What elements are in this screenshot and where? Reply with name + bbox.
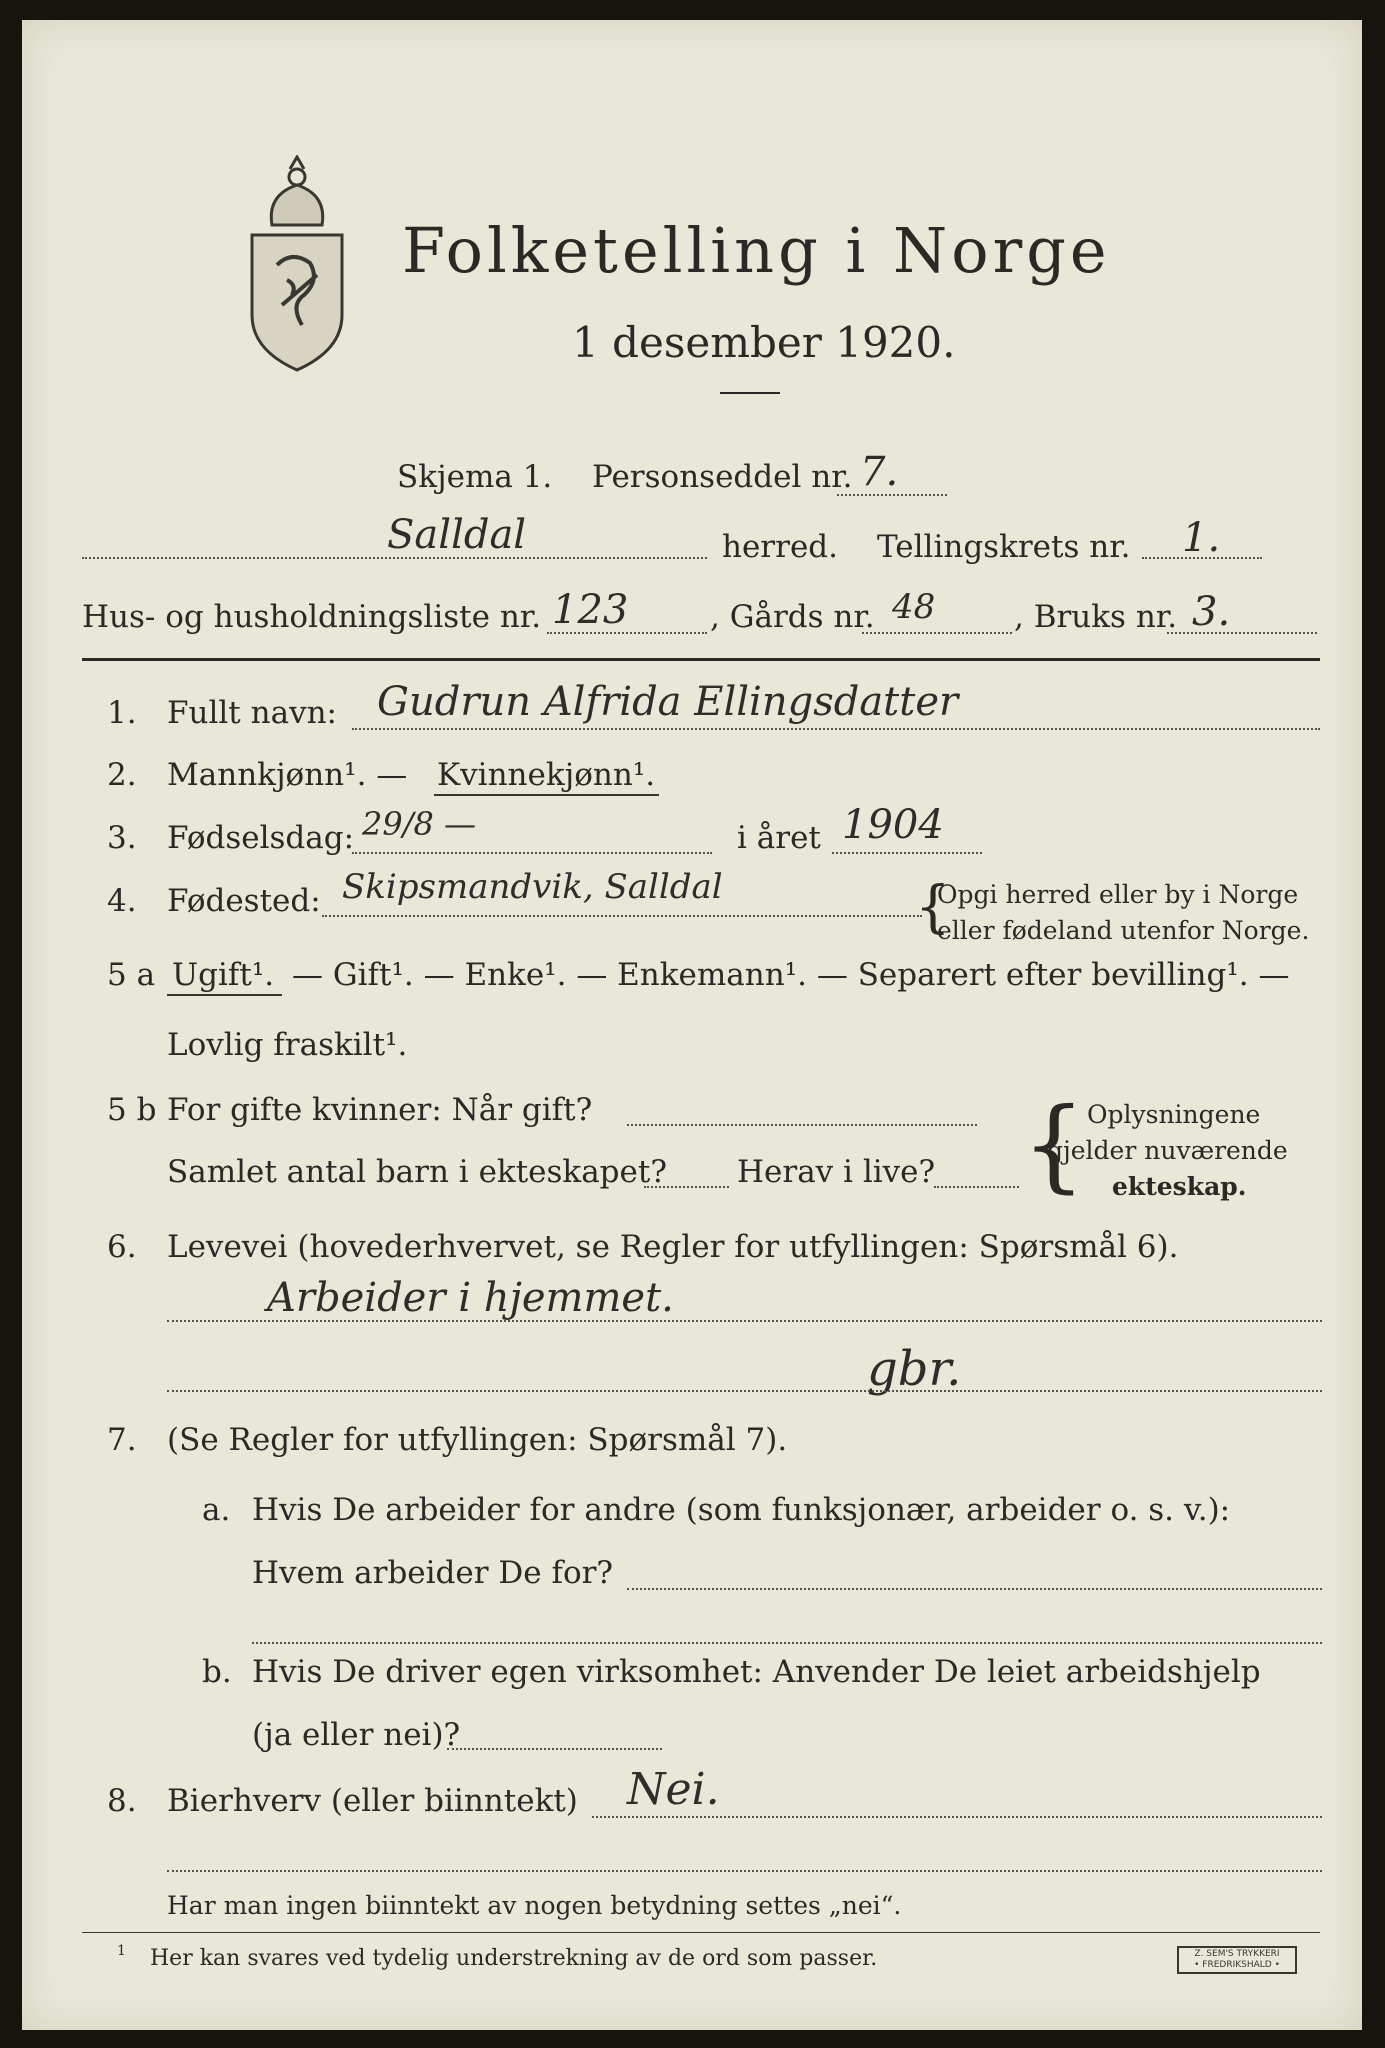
bruks-label: , Bruks nr.: [1014, 599, 1178, 635]
herred-value: Salldal: [387, 512, 527, 558]
q7a-field-line2[interactable]: [252, 1642, 1322, 1644]
printer-stamp: [1177, 1946, 1297, 1974]
q3-birthday: 29/8 —: [362, 805, 477, 843]
gards-field[interactable]: [862, 632, 1012, 634]
bruks-value: 3.: [1192, 589, 1231, 635]
q5b-brace: {: [1022, 1086, 1086, 1203]
household-list-value: 123: [552, 587, 629, 633]
q5b-alive-field[interactable]: [934, 1186, 1019, 1188]
q7b-field[interactable]: [447, 1748, 662, 1750]
q8-number: 8.: [107, 1783, 137, 1819]
q6-margin-note: gbr.: [867, 1341, 962, 1397]
q4-birthplace: Skipsmandvik, Salldal: [342, 867, 723, 907]
footnote-divider: [82, 1932, 1320, 1933]
personseddel-field[interactable]: [837, 494, 947, 496]
q8-field-line1[interactable]: [592, 1816, 1322, 1818]
q4-note-line1: Opgi herred eller by i Norge: [937, 880, 1299, 909]
q5b-married-field[interactable]: [627, 1124, 977, 1126]
q5b-note-line1: Oplysningene: [1087, 1100, 1261, 1129]
q3-year-label: i året: [737, 820, 821, 856]
q5b-married-label: For gifte kvinner: Når gift?: [167, 1092, 593, 1128]
tellingskrets-field[interactable]: [1142, 557, 1262, 559]
q5b-alive-label: Herav i live?: [737, 1154, 936, 1190]
q7a-question: Hvem arbeider De for?: [252, 1555, 614, 1591]
q6-field-line1[interactable]: [167, 1320, 1322, 1322]
q2-female-underline: [434, 794, 659, 796]
q7b-letter: b.: [202, 1654, 232, 1690]
bruks-field[interactable]: [1167, 632, 1317, 634]
printer-stamp-line2: • FREDRIKSHALD •: [1194, 1960, 1280, 1970]
gards-value: 48: [892, 587, 936, 627]
q5b-note-line3: ekteskap.: [1112, 1172, 1247, 1201]
herred-label: herred.: [722, 529, 838, 565]
q3-label: Fødselsdag:: [167, 820, 355, 856]
census-form-sheet: [22, 20, 1362, 2030]
q5b-note-line2: gjelder nuværende: [1047, 1136, 1288, 1165]
q5a-number: 5 a: [107, 957, 156, 993]
q5b-children-field[interactable]: [644, 1186, 729, 1188]
q1-full-name: Gudrun Alfrida Ellingsdatter: [377, 679, 959, 725]
q4-field[interactable]: [322, 915, 922, 917]
printer-stamp-line1: Z. SEM'S TRYKKERI: [1194, 1949, 1280, 1959]
q3-year-field[interactable]: [832, 852, 982, 854]
tellingskrets-value: 1.: [1182, 515, 1221, 561]
tellingskrets-label: Tellingskrets nr.: [877, 529, 1131, 565]
q7-number: 7.: [107, 1422, 137, 1458]
q2-female-option[interactable]: Kvinnekjønn¹.: [437, 757, 656, 793]
personseddel-value: 7.: [860, 449, 899, 495]
personseddel-label: Personseddel nr.: [592, 459, 853, 495]
q5a-ugift-underline: [167, 994, 282, 996]
q6-field-line2[interactable]: [167, 1390, 1322, 1392]
title-divider: [720, 392, 780, 394]
schema-label: Skjema 1.: [397, 459, 553, 495]
q4-brace: {: [915, 875, 951, 940]
form-title: Folketelling i Norge: [402, 214, 1111, 287]
gards-label: , Gårds nr.: [710, 599, 875, 635]
footer-note: Har man ingen biinntekt av nogen betydning settes „nei“.: [167, 1891, 902, 1920]
footnote-text: Her kan svares ved tydelig understrekning av de ord som passer.: [150, 1946, 878, 1971]
q5a-fraskilt-option[interactable]: Lovlig fraskilt¹.: [167, 1027, 408, 1063]
norway-coat-of-arms-icon: [232, 155, 362, 375]
q2-male-option[interactable]: Mannkjønn¹. —: [167, 757, 408, 793]
q8-field-line2[interactable]: [167, 1870, 1322, 1872]
q7a-field-line1[interactable]: [627, 1588, 1322, 1590]
q5b-number: 5 b: [107, 1092, 157, 1128]
q5b-children-label: Samlet antal barn i ekteskapet?: [167, 1154, 667, 1190]
q4-note-line2: eller fødeland utenfor Norge.: [937, 916, 1310, 945]
q7b-question: (ja eller nei)?: [252, 1717, 461, 1753]
footnote-mark: 1: [117, 1943, 126, 1959]
q8-label: Bierhverv (eller biinntekt): [167, 1783, 578, 1819]
q7a-letter: a.: [202, 1492, 231, 1528]
census-date: 1 desember 1920.: [572, 318, 956, 367]
q8-value: Nei.: [627, 1764, 720, 1815]
q3-birthday-field[interactable]: [352, 852, 712, 854]
household-list-field[interactable]: [547, 632, 707, 634]
household-list-label: Hus- og husholdningsliste nr.: [82, 599, 542, 635]
q1-label: Fullt navn:: [167, 695, 337, 731]
q7b-text: Hvis De driver egen virksomhet: Anvender De leiet arbeidshjelp: [252, 1654, 1261, 1690]
q2-number: 2.: [107, 757, 137, 793]
q5a-ugift-option[interactable]: Ugift¹.: [172, 957, 275, 993]
q6-occupation: Arbeider i hjemmet.: [267, 1275, 674, 1321]
q7-label: (Se Regler for utfyllingen: Spørsmål 7).: [167, 1422, 788, 1458]
q4-label: Fødested:: [167, 883, 321, 919]
q3-year: 1904: [842, 802, 944, 848]
q6-number: 6.: [107, 1229, 137, 1265]
header-divider: [82, 658, 1320, 661]
q3-number: 3.: [107, 820, 137, 856]
q4-number: 4.: [107, 883, 137, 919]
q7a-text: Hvis De arbeider for andre (som funksjonær, arbeider o. s. v.):: [252, 1492, 1231, 1528]
q5a-other-options[interactable]: — Gift¹. — Enke¹. — Enkemann¹. — Separert efter bevilling¹. —: [292, 957, 1290, 993]
q6-label: Levevei (hovederhvervet, se Regler for utfyllingen: Spørsmål 6).: [167, 1229, 1179, 1265]
q1-field[interactable]: [352, 728, 1320, 730]
q1-number: 1.: [107, 695, 137, 731]
